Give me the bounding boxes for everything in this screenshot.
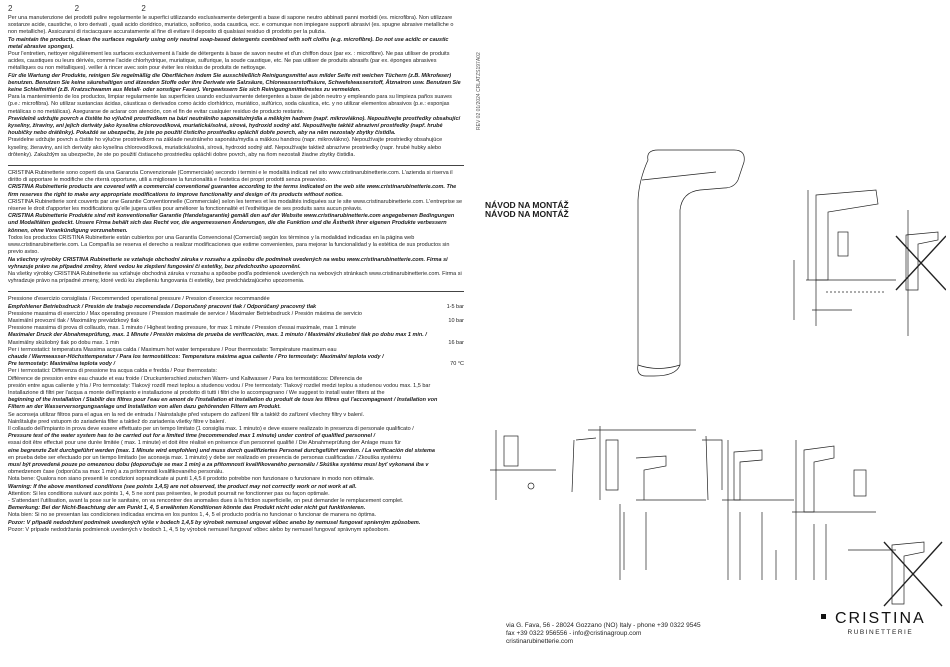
guarantee-line: Na všetky výrobky CRISTINA Rubinetterie sa vzťahuje obchodná záruka v rozsahu a spôsobe podľa podmienok uvedených na webových stránkach www.cristinarubinetterie.com. Firma si vyhradzuje právo na prípadné zmeny, ktoré vedú ku zlepšeniu fungovania či estetiky, bez predchádzajúceho upozornenia. bbox=[8, 270, 462, 285]
crossed-drawing-2 bbox=[884, 542, 942, 606]
specs-line: beginning of the installation / Stabilir des filtres pour l'eau en amont de l'installation et installation du produit de tous les filtres qui l'accompagnent / Installation von bbox=[8, 397, 438, 404]
specs-line: Maximaler Druck der Abnahmeprüfung, max. 1 Minute / Presión máxima de prueba de verificación, max. 1 minuto / Maximální zkušební tlak po dobu max 1 min. / bbox=[8, 332, 427, 339]
specs-line: Pozor: V prípade nedodržania podmienok uvedených v bodoch 1, 4, 5 by výrobok nemusel fungovať vôbec alebo by nemusel fungovať správnym spôsobom. bbox=[8, 526, 390, 533]
specs-line: en prueba debe ser efectuado por un tiempo limitado (se aconseja max. 1 minuto) y debe ser realizado en presencia de personas cualificadas / Zkouška systému bbox=[8, 454, 402, 461]
brand-name: CRISTINA bbox=[835, 610, 926, 627]
specs-line: Filtern an der Wasserversorgungsanlage und Installation von allen dazu gehörenden Filtern am Produkt. bbox=[8, 404, 281, 411]
address-line: via G. Fava, 56 - 28024 Gozzano (NO) Italy - phone +39 0322 9545 bbox=[506, 622, 701, 629]
specs-value: 70 °C bbox=[450, 361, 464, 368]
specs-line: Il collaudo dell'impianto in prova deve essere effettuato per un tempo limitato (1 consiglia max. 1 minuto) e deve essere realizzato in presenza di personale qualificato / bbox=[8, 425, 414, 432]
specs-line: Pressure test of the water system has to be carried out for a limited time (recommended max 1 minute) under control of qualified personnel / bbox=[8, 433, 376, 440]
dimension-drawing-5 bbox=[792, 440, 896, 580]
specs-line: Pressione d'esercizio consigliata / Recommended operational pressure / Pression d'exercice recommandée bbox=[8, 296, 270, 303]
revision-code: REV 02 01/2024 CRLATZS197A02 bbox=[476, 52, 482, 130]
specs-line: Attention: Si les conditions suivant aux points 1, 4, 5 ne sont pas présentes, le produit pourrait ne fonctionner pas ou façon optimale. bbox=[8, 490, 330, 497]
specs-line: Différence de pression entre eau chaude et eau froide / Druckunterschied zwischen Warm- und Kaltwasser / Para los termostáticos: Diferencia de bbox=[8, 375, 363, 382]
dimension-drawing-4 bbox=[722, 440, 794, 580]
specs-line bbox=[8, 304, 464, 311]
guarantee-line: CRISTINA Rubinetterie sono coperti da una Garanzia Convenzionale (Commerciale) secondo i termini e le modalità indicati nel sito www.cristinarubinetterie.com. L'azienda si riserva il diritto di apportare le modifiche che riterrà opportune, utili a migliorare la funzionalità e l'estetica dei propri prodotti senza preavviso. bbox=[8, 170, 453, 184]
dimension-drawing-1 bbox=[794, 190, 908, 336]
specs-line: Pressione massima di esercizio / Max operating pressure / Pression maximale de service / Maximaler Betriebsdruck / Presión máxima de servicio bbox=[8, 310, 362, 317]
guarantee-line: CRISTINA Rubinetterie sont couverts par une Garantie Conventionnelle (Commerciale) selon les termes et les modalités indiquées sur le site www.cristinarubinetterie.com. L'entreprise se réserve le droit d'apporter les modifications qu'elle jugera utiles pour améliorer la fonctionnalité et l'esthétique de ses produits sans aucun préavis. bbox=[8, 198, 463, 213]
technical-drawings bbox=[476, 140, 946, 610]
specs-line: Per i termostatici: Differenza di pressione tra acqua calda e fredda / Pour thermostats: bbox=[8, 368, 217, 375]
specs-text: Maximální provozní tlak / Maximálny prevádzkový tlak bbox=[8, 317, 140, 324]
website-link[interactable]: cristinarubinetterie.com bbox=[506, 638, 574, 645]
divider bbox=[8, 165, 464, 166]
specs-value: 10 bar bbox=[448, 317, 464, 324]
specs-line: Warning: If the above mentioned conditions (see points 1,4,5) are not observed, the product may not correctly work or not work at all. bbox=[8, 483, 357, 490]
specs-line: Nota bene: Qualora non siano presenti le condizioni sopraindicate ai punti 1,4,5 il prodotto potrebbe non funzionare o funzionare in modo non ottimale. bbox=[8, 476, 375, 483]
specs-line: Bemerkung: Bei der Nicht-Beachtung der am Punkt 1, 4, 5 erwähnten Konditionen könnte das Produkt nicht oder nicht gut funktionieren. bbox=[8, 505, 366, 512]
guarantee-line: Todos los productos CRISTINA Rubinetterie están cubiertos por una Garantía Convencional (Comercial) según los términos y la modalidad indicadas en la página web www.cristinarubinetterie.com. La Compañía se reserva el derecho a realizar modificaciones que estime convenientes, para mejorar la funcionalidad y la estética de sus productos sin previo aviso. bbox=[8, 234, 450, 256]
care-line: Per una manutenzione dei prodotti pulire regolarmente le superfici utilizzando esclusivamente detergenti a base di sapone neutro abbinati panni morbidi (es. microfibra). Non utilizzare sostanze acide, caustiche, o loro derivati , quali acido cloridrico, muriatico, solforico, soda caustica, ecc. e comunque non impiegare supporti abrasivi (es. spugne abrasive metalliche o non metalliche). Assicurarsi di risciacquare accuratamente al fine di evitare il deposito di qualsiasi residuo di prodotto per la pulizia. bbox=[8, 15, 454, 36]
contact-footer bbox=[506, 622, 701, 646]
specs-line: eine begrenzte Zeit durchgeführt werden (max. 1 Minute wird empfohlen) und muss durch qualifiziertes Personal durchgeführt werden. / La verificación del sistema bbox=[8, 447, 435, 454]
faucet-main-drawing bbox=[638, 150, 745, 376]
specs-line: Nainštalujte pred vstupom do zariadenia filter a taktiež do zariadenia všetky filtre v balení. bbox=[8, 418, 226, 425]
language-flags: 2 2 2 bbox=[8, 4, 176, 13]
specs-line: presión entre agua caliente y fría / Pro termostaty: Tlakový rozdíl mezi teplou a studenou vodou / Pre termostaty: Tlakový rozdiel medzi teplou a studenou vodou max. 1,5 bar bbox=[8, 382, 431, 389]
specs-text: Maximálny skúšobný tlak po dobu max. 1 min bbox=[8, 339, 119, 346]
care-line: Pravidelně udržujte povrch a čistěte ho výlučně prostředkem na bázi neutrálního saponátu/mýdla a měkkým hadrem (např. mikrovlákno). Nepoužívejte prostředky obsahující kyseliny, žíraviny, ani jejich deriváty jako kyselina chlorovodíková, muriatická/solná, sírová, hydroxid sodný atd. Nepoužívejte taktéž abrazivní prostředky (např. hrubé houbičky nebo drátěnky). Pokaždé se ubezpečte, že jste po použití čisticího prostředku opláchli dobře povrch, aby na něm nezostaly zbytky čistidla. bbox=[8, 115, 461, 137]
specs-text: Pre termostaty: Maximálna teplota vody / bbox=[8, 361, 115, 368]
care-line: Para la mantenimiento de los productos, limpiar regularmente las superficies usando exclusivamente detergentes a base de jabón neutro y empleando para su limpieza paños suaves (p.e.: microfibra). No utilizar sustancias ácidas, cáusticas o derivados como ácido clorhídrico, muriático, sulfúrico, soda cáustica, etc. y no utilizar elementos abrasivos (p.e.: esponjas metálicas o no metálicas). Asegurarse de aclarar con atención, con el fin de evitar cualquier residuo de producto restante. bbox=[8, 94, 452, 115]
guarantee-line: Na všechny výrobky CRISTINA Rubinetterie se vztahuje obchodní záruka v rozsahu a způsobu dle podmínek uvedených na webu www.cristinarubinetterie.com. Firma si vyhrazuje právo na případné změny, které vedou ke zlepšení fungování či estetiky, bez předchozího upozornění. bbox=[8, 256, 448, 270]
crossed-drawing-1 bbox=[896, 232, 946, 290]
care-instructions bbox=[8, 15, 464, 159]
specs-value: 16 bar bbox=[448, 339, 464, 346]
care-line: Für die Wartung der Produkte, reinigen Sie regelmäßig die Oberflächen indem Sie ausschließlich Reinigungsmittel aus milder Seife mit weichen Tüchern (z.B. Mikrofaser) benutzen. Benutzen Sie keine säurehaltigen und ätzenden Stoffe oder ihre Derivate wie Salzsäure, Chlorwasserstoffsäure, Schwefelwasserstoff, Ätznatron usw. Benutzen Sie keine Schleifmittel (z.B. Kratzschwamm aus Metall- oder sonstiger Faser). Vergewissern Sie sich Reinigungsmittelrestes zu vermeiden. bbox=[8, 72, 461, 94]
specs-line bbox=[8, 361, 464, 368]
fax-email-line[interactable]: fax +39 0322 956556 - info@cristinagroup.com bbox=[506, 630, 642, 637]
specs-line: Installazione di filtri per l'acqua a monte dell'impianto e installazione al prodotto di tutti i filtri che lo accompagnano / We suggest to install water filters at the bbox=[8, 389, 385, 396]
specs-line: chaude / Warmwasser-Höchsttemperatur / Para los termostáticos: Temperatura máxima agua caliente / Pro termostaty: Maximální teplota vody / bbox=[8, 353, 384, 360]
brand-subtitle: RUBINETTERIE bbox=[847, 629, 914, 636]
specs-text: Empfohlener Betriebsdruck / Presión de trabajo recomendada / Doporučený pracovní tlak / Odporúčaný pracovný tlak bbox=[8, 303, 317, 310]
dimension-drawing-2 bbox=[490, 430, 596, 500]
text-column bbox=[8, 4, 464, 534]
specs-line: obmedzenom čase (odporúča sa max 1 min) a za prítomnosti kvalifikovaného personálu. bbox=[8, 469, 224, 476]
care-line: Pravidelne udržujte povrch a čistite ho výlučne prostriedkom na základe neutrálneho saponátu/mydla a mäkkou handrou (napr. mikrovlákno). Nepoužívajte prostriedky obsahujúce kyseliny, žieraviny, ani ich deriváty ako kyselina chlorovodíková, muriatická/solná, sírová, hydroxid sodný atď. Nepoužívajte taktiež abrazívne prostriedky (napr. hrubé hubky alebo drôtenky). Zakaždým sa ubezpečte, že ste po použití čistiaceho prostriedku opláchli dobre povrch, aby na ňom nezostali žiadne zbytky čistidla. bbox=[8, 137, 443, 158]
divider bbox=[8, 291, 464, 292]
specifications-section bbox=[8, 296, 464, 534]
logo-square-icon bbox=[821, 614, 826, 619]
specs-line bbox=[8, 318, 464, 325]
care-line: Pour l'entretien, nettoyer régulièrement les surfaces exclusivement à l'aide de détergents à base de savon neutre et d'un chiffon doux (par ex. : microfibre). Ne pas utiliser de produits acides, caustiques ou leurs dérivés, comme l'acide chlorhydrique, muriatique, sulfurique, la soude caustique, etc. Ne pas utiliser de produits abrasifs (par ex. éponges abrasives métalliques ou non métalliques). veiller à rincer avec soin pour éviter les résidus de produits de nettoyage. bbox=[8, 51, 450, 72]
brand-logo bbox=[835, 610, 926, 636]
guarantee-line: CRISTINA Rubinetterie Produkte sind mit konventioneller Garantie (Handelsgarantie) gemäß den auf der Website www.cristinarubinetterie.com angegebenen Bedingungen und Modalitäten gedeckt. Unsere Firma behält sich das Recht vor, die angemessenen Änderungen, die die Funktion und die Ästhetik ihrer eigenen Produkte verbessern können, ohne Vorankündigung vorzunehmen. bbox=[8, 213, 455, 234]
specs-value: 1-5 bar bbox=[446, 303, 464, 310]
title-line-2: NÁVOD NA MONTÁŽ bbox=[485, 209, 569, 219]
specs-line: musí být provedená pouze po omezenou dobu (doporučuje se max 1 min) a za přítomnosti kvalifikovaného personálu / Skúška systému musí byť vykonaná iba v bbox=[8, 461, 429, 468]
care-line: To maintain the products, clean the surfaces regularly using only neutral soap-based detergents combined with soft cloths (e.g. microfibre). Do not use acidic or caustic bbox=[8, 36, 449, 43]
specs-line: essai doit être effectué pour une durée limitée ( max. 1 minute) et doit être réalisé en présence d'un personnel qualifié / Die Abnahmeprüfung der Anlage muss für bbox=[8, 440, 401, 447]
guarantee-section bbox=[8, 170, 464, 285]
dimension-drawing-3 bbox=[588, 426, 722, 580]
specs-line: Se aconseja utilizar filtros para el agua en la red de entrada / Nainstalujte před vstupem do zařízení filtr a taktéž do zařízení všechny filtry v balení. bbox=[8, 411, 365, 418]
specs-line bbox=[8, 340, 464, 347]
specs-line: Nota bien: Si no se presentan las condiciones indicadas encima en los puntos 1, 4, 5 el producto podría no funcionar o funcionar de manera no óptima. bbox=[8, 512, 377, 519]
title-line-1: NÁVOD NA MONTÁŽ bbox=[485, 200, 569, 210]
care-line: metal abrasive sponges). bbox=[8, 43, 74, 50]
guarantee-line: CRISTINA Rubinetterie products are covered with a commercial conventional guarantee according to the terms indicated on the web site www.cristinarubinetterie.com. The firm reserves the right to make any appropriate modifications to improve functionality and design of its products without notice. bbox=[8, 184, 457, 198]
specs-line: - S'attendant l'utilisation, avant la pose sur le sanitaire, on va rencontrer des anomalies dues à la friction superficielle, on peut demander le remplacement complet. bbox=[8, 498, 404, 504]
specs-line: Pozor: V případě nedodržení podmínek uvedených výše v bodech 1,4,5 by výrobek nemusel ungovat vůbec anebo by nemusel fungovat správným způsobem. bbox=[8, 519, 421, 526]
specs-line: Per i termostatici: temperatura Massima acqua calda / Maximum hot water temperature / Pour thermostats: Température maximum eau bbox=[8, 346, 337, 353]
specs-line: Pressione massima di prova di collaudo, max. 1 minuto / Highest testing pressure, for max 1 minute / Pression d'essai maximale, max 1 minute bbox=[8, 325, 357, 332]
